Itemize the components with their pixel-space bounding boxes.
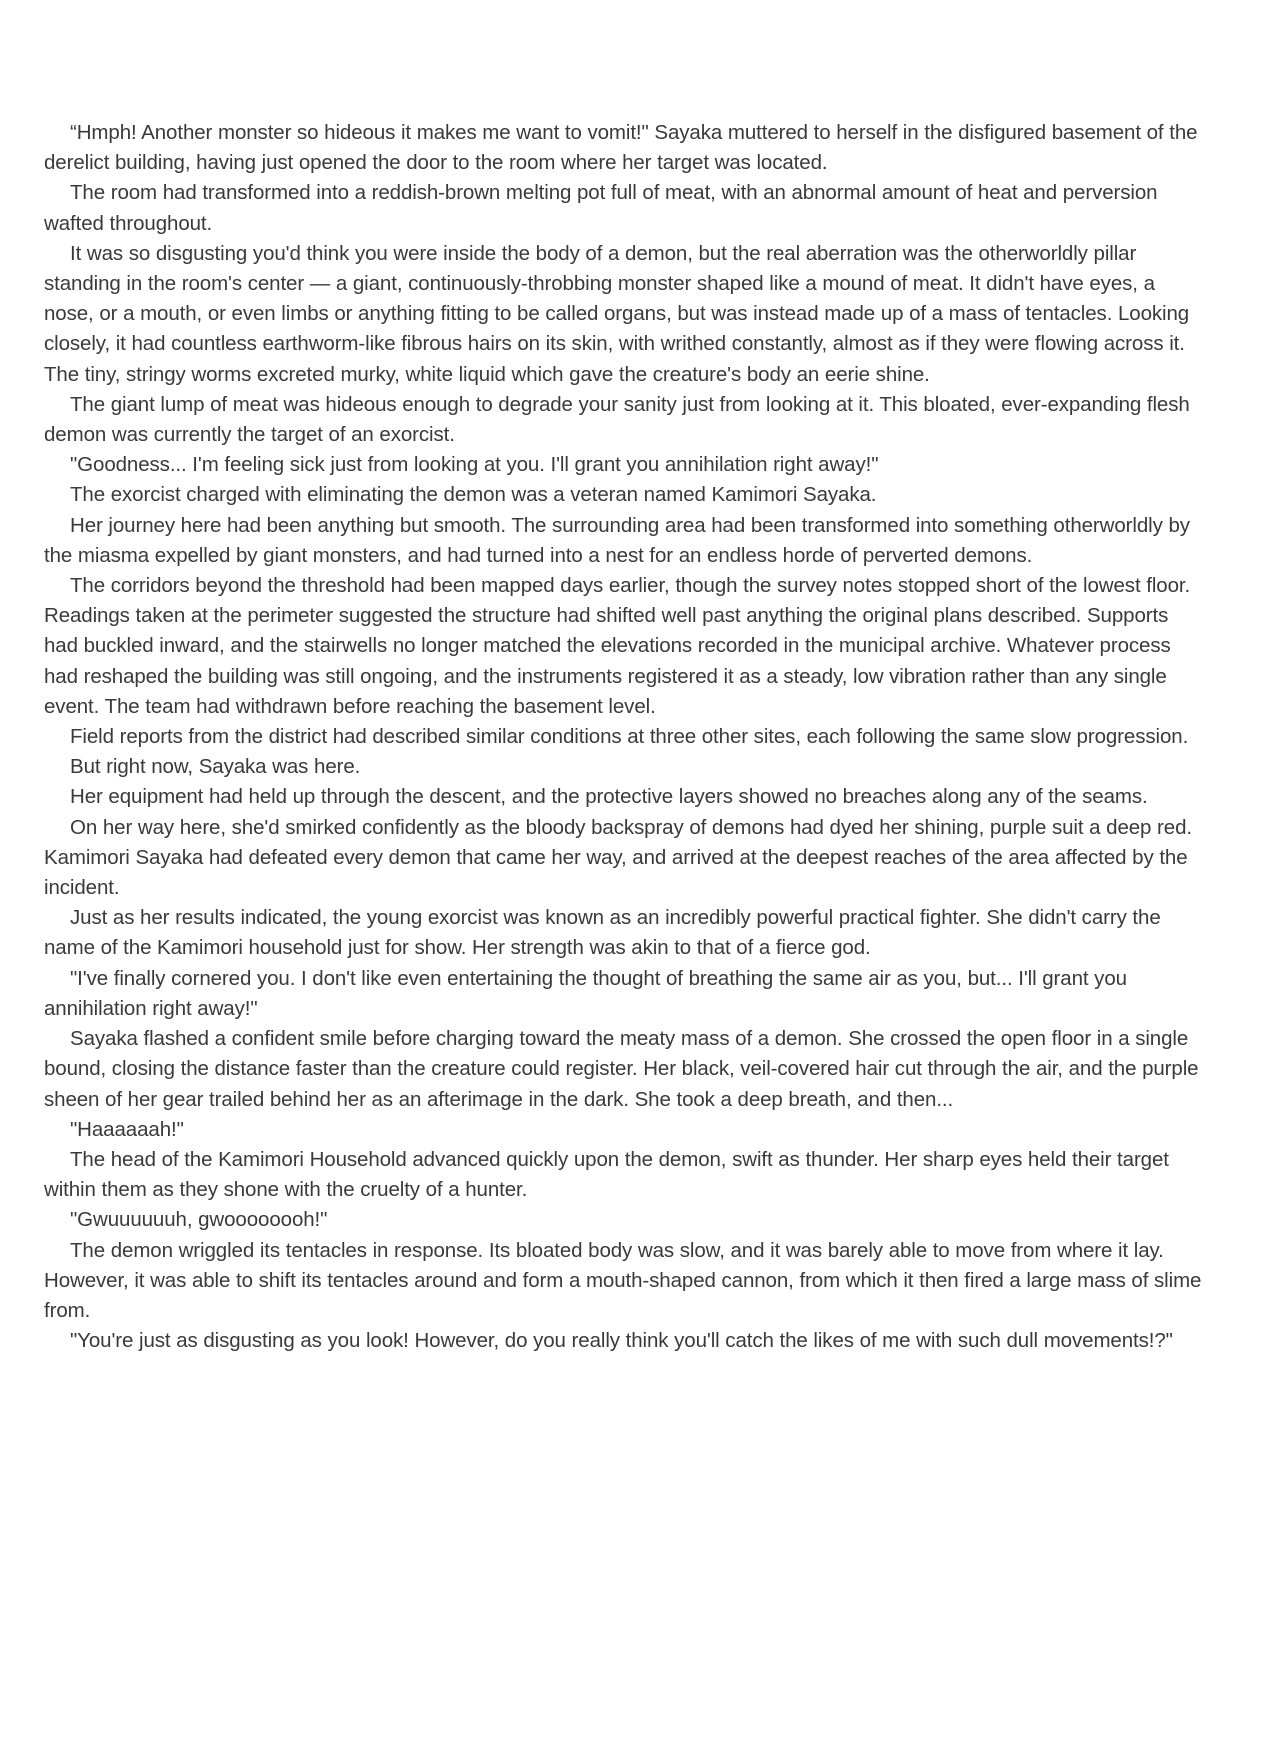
paragraph: The giant lump of meat was hideous enough to degrade your sanity just from looking at it. This bloated, ever-expanding flesh demon was currently the target of an exorcist.	[44, 392, 1190, 447]
paragraph: The room had transformed into a reddish-brown melting pot full of meat, with an abnormal amount of heat and perversion wafted throughout.	[44, 181, 1158, 235]
paragraph: Sayaka flashed a confident smile before charging toward the meaty mass of a demon. She crossed the open floor in a single bound, closing the distance faster than the creature could register. Her black, veil-covered hair cut through the air, and the purple sheen of her gear trailed behind her as an afterimage in the dark. She took a deep breath, and then...	[44, 1027, 1199, 1111]
paragraph: Just as her results indicated, the young exorcist was known as an incredibly powerful practical fighter. She didn't carry the name of the Kamimori household just for show. Her strength was akin to that of a fierce god.	[44, 906, 1161, 960]
paragraph: The demon wriggled its tentacles in response. Its bloated body was slow, and it was barely able to move from where it lay. However, it was able to shift its tentacles around and form a mouth-shaped cannon, from which it then fired a large mass of slime from.	[44, 1238, 1202, 1322]
paragraph: Her equipment had held up through the descent, and the protective layers showed no breaches along any of the seams.	[70, 785, 1148, 809]
dialogue-line: "Gwuuuuuuh, gwoooooooh!"	[70, 1208, 328, 1232]
paragraph: Her journey here had been anything but smooth. The surrounding area had been transformed into something otherworldly by the miasma expelled by giant monsters, and had turned into a nest for an endless horde of perverted demons.	[44, 513, 1190, 567]
dialogue-line: "I've finally cornered you. I don't like even entertaining the thought of breathing the same air as you, but... I'll grant you annihilation right away!"	[44, 966, 1127, 1020]
paragraph: Field reports from the district had described similar conditions at three other sites, each following the same slow progression.	[70, 725, 1189, 749]
paragraph: It was so disgusting you'd think you were inside the body of a demon, but the real aberration was the otherworldly pillar standing in the room's center — a giant, continuously-throbbing monster shaped like a mound of meat. It didn't have eyes, a nose, or a mouth, or even limbs or anything fitting to be called organs, but was instead made up of a mass of tentacles. Looking closely, it had countless earthworm-like fibrous hairs on its skin, with writhed constantly, almost as if they were flowing across it. The tiny, stringy worms excreted murky, white liquid which gave the creature's body an eerie shine.	[44, 241, 1190, 386]
dialogue-line: "Haaaaaah!"	[70, 1117, 184, 1141]
body-text-column	[44, 118, 1202, 1356]
paragraph: The corridors beyond the threshold had been mapped days earlier, though the survey notes stopped short of the lowest floor. Readings taken at the perimeter suggested the structure had shifted well past anything the original plans described. Supports had buckled inward, and the stairwells no longer matched the elevations recorded in the municipal archive. Whatever process had reshaped the building was still ongoing, and the instruments registered it as a steady, low vibration rather than any single event. The team had withdrawn before reaching the basement level.	[44, 574, 1191, 718]
paragraph: The exorcist charged with eliminating the demon was a veteran named Kamimori Sayaka.	[70, 483, 877, 507]
dialogue-line: "Goodness... I'm feeling sick just from looking at you. I'll grant you annihilation right away!"	[70, 453, 879, 477]
paragraph: “Hmph! Another monster so hideous it makes me want to vomit!" Sayaka muttered to herself in the disfigured basement of the derelict building, having just opened the door to the room where her target was located.	[44, 121, 1198, 175]
paragraph: But right now, Sayaka was here.	[70, 755, 361, 779]
paragraph: The head of the Kamimori Household advanced quickly upon the demon, swift as thunder. Her sharp eyes held their target within them as they shone with the cruelty of a hunter.	[44, 1147, 1169, 1202]
paragraph: On her way here, she'd smirked confidently as the bloody backspray of demons had dyed her shining, purple suit a deep red. Kamimori Sayaka had defeated every demon that came her way, and arrived at the deepest reaches of the area affected by the incident.	[44, 815, 1192, 900]
dialogue-line: "You're just as disgusting as you look! However, do you really think you'll catch the likes of me with such dull movements!?"	[70, 1329, 1173, 1353]
